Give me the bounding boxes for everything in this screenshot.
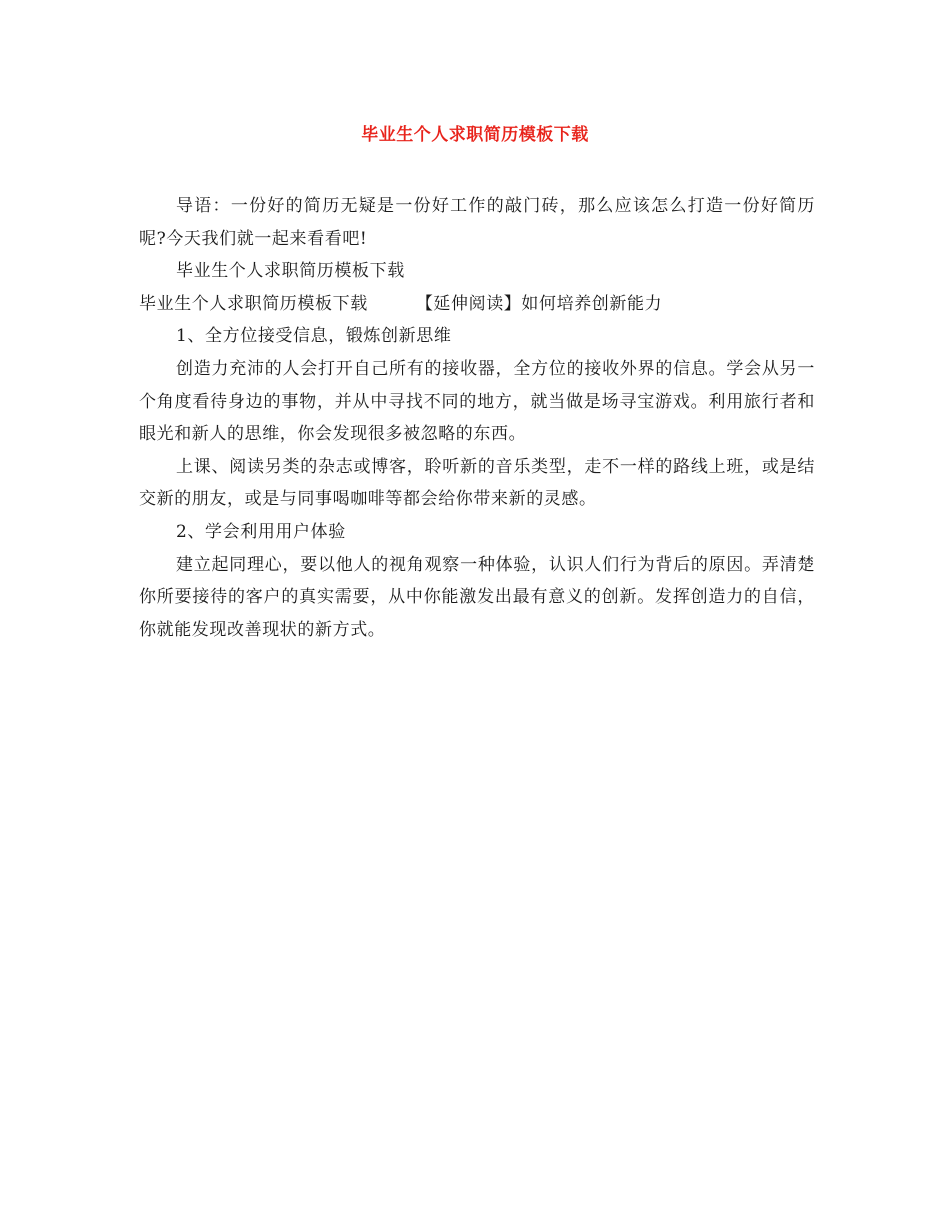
reading-line [139, 288, 815, 321]
body-paragraph-1: 创造力充沛的人会打开自己所有的接收器，全方位的接收外界的信息。学会从另一个角度看待身边的事物，并从中寻找不同的地方，就当做是场寻宝游戏。利用旅行者和眼光和新人的思维，你会发现很多被忽略的东西。 [139, 358, 815, 445]
document-body [139, 190, 815, 646]
section-heading-2: 2、学会利用用户体验 [176, 521, 346, 542]
section-heading-1: 1、全方位接受信息，锻炼创新思维 [176, 326, 452, 347]
intro-paragraph: 导语：一份好的简历无疑是一份好工作的敲门砖，那么应该怎么打造一份好简历呢?今天我们就一起来看看吧! [139, 196, 815, 249]
document-title: 毕业生个人求职简历模板下载 [361, 125, 589, 145]
extended-reading-link: 【延伸阅读】如何培养创新能力 [415, 293, 663, 314]
reading-line-left: 毕业生个人求职简历模板下载 [139, 293, 368, 314]
body-paragraph-2: 上课、阅读另类的杂志或博客，聆听新的音乐类型，走不一样的路线上班，或是结交新的朋友，或是与同事喝咖啡等都会给你带来新的灵感。 [139, 456, 815, 510]
subtitle-line: 毕业生个人求职简历模板下载 [176, 261, 405, 282]
body-paragraph-3: 建立起同理心，要以他人的视角观察一种体验，认识人们行为背后的原因。弄清楚你所要接待的客户的真实需要，从中你能激发出最有意义的创新。发挥创造力的自信，你就能发现改善现状的新方式。 [139, 554, 815, 640]
